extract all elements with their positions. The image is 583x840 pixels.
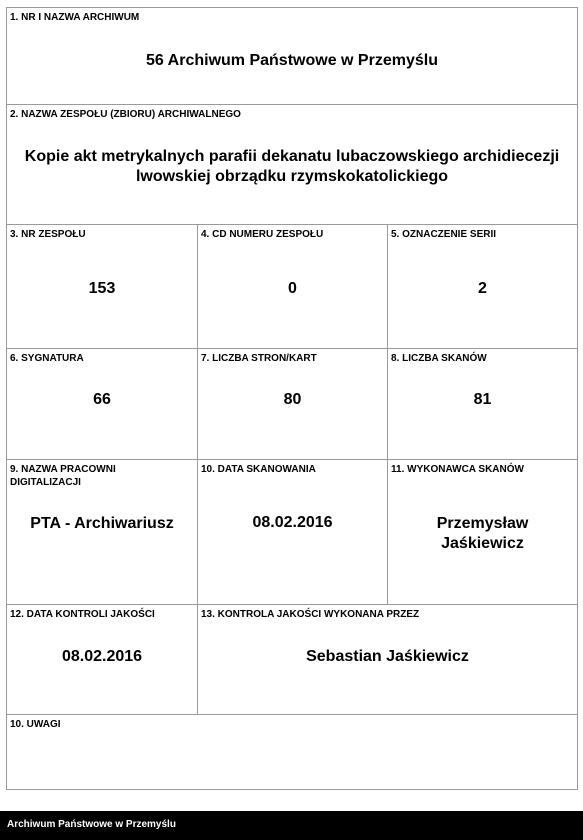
footer-bar — [0, 811, 583, 840]
fond-number-cell — [6, 224, 198, 349]
series-value: 2 — [478, 280, 487, 297]
footer-text: Archiwum Państwowe w Przemyślu — [7, 819, 176, 830]
series-cell — [387, 224, 578, 349]
pages-cell — [197, 348, 388, 460]
archive-cell — [6, 7, 578, 105]
notes-cell — [6, 714, 578, 790]
qc-by-label: 13. KONTROLA JAKOŚCI WYKONANA PRZEZ — [201, 609, 420, 620]
scanner-value-line2: Jaśkiewicz — [441, 535, 524, 552]
series-label: 5. OZNACZENIE SERII — [391, 229, 497, 240]
archive-value: 56 Archiwum Państwowe w Przemyślu — [146, 52, 438, 69]
signature-cell — [6, 348, 198, 460]
scan-date-label: 10. DATA SKANOWANIA — [201, 464, 316, 475]
fond-number-label: 3. NR ZESPOŁU — [10, 229, 86, 240]
scanner-label: 11. WYKONAWCA SKANÓW — [391, 464, 524, 475]
qc-date-label: 12. DATA KONTROLI JAKOŚCI — [10, 609, 155, 620]
scans-value: 81 — [473, 391, 492, 408]
notes-label: 10. UWAGI — [10, 719, 61, 730]
scans-cell — [387, 348, 578, 460]
pages-value: 80 — [283, 391, 302, 408]
fond-number-cd-value: 0 — [288, 280, 297, 297]
archive-label: 1. NR I NAZWA ARCHIWUM — [10, 12, 140, 23]
scan-date-cell — [197, 459, 388, 605]
fond-name-value-line2: lwowskiej obrządku rzymskokatolickiego — [135, 168, 449, 185]
pages-label: 7. LICZBA STRON/KART — [201, 353, 317, 364]
scanner-cell — [387, 459, 578, 605]
studio-label-line2: DIGITALIZACJI — [10, 477, 81, 488]
fond-name-label: 2. NAZWA ZESPOŁU (ZBIORU) ARCHIWALNEGO — [10, 109, 241, 120]
qc-by-cell — [197, 604, 578, 715]
qc-date-value: 08.02.2016 — [61, 648, 143, 665]
studio-value: PTA - Archiwariusz — [30, 515, 174, 532]
scanner-value-line1: Przemysław — [436, 515, 529, 532]
qc-date-cell — [6, 604, 198, 715]
fond-number-cd-label: 4. CD NUMERU ZESPOŁU — [201, 229, 324, 240]
fond-number-cd-cell — [197, 224, 388, 349]
fond-name-value-line1: Kopie akt metrykalnych parafii dekanatu lubaczowskiego archidiecezji — [24, 148, 560, 165]
scans-label: 8. LICZBA SKANÓW — [391, 353, 487, 364]
scan-date-value: 08.02.2016 — [252, 514, 333, 531]
studio-label-line1: 9. NAZWA PRACOWNI — [10, 464, 116, 475]
signature-label: 6. SYGNATURA — [10, 353, 84, 364]
fond-number-value: 153 — [88, 280, 116, 297]
qc-by-value: Sebastian Jaśkiewicz — [306, 648, 469, 665]
studio-cell — [6, 459, 198, 605]
fond-name-cell — [6, 104, 578, 225]
signature-value: 66 — [93, 391, 111, 408]
